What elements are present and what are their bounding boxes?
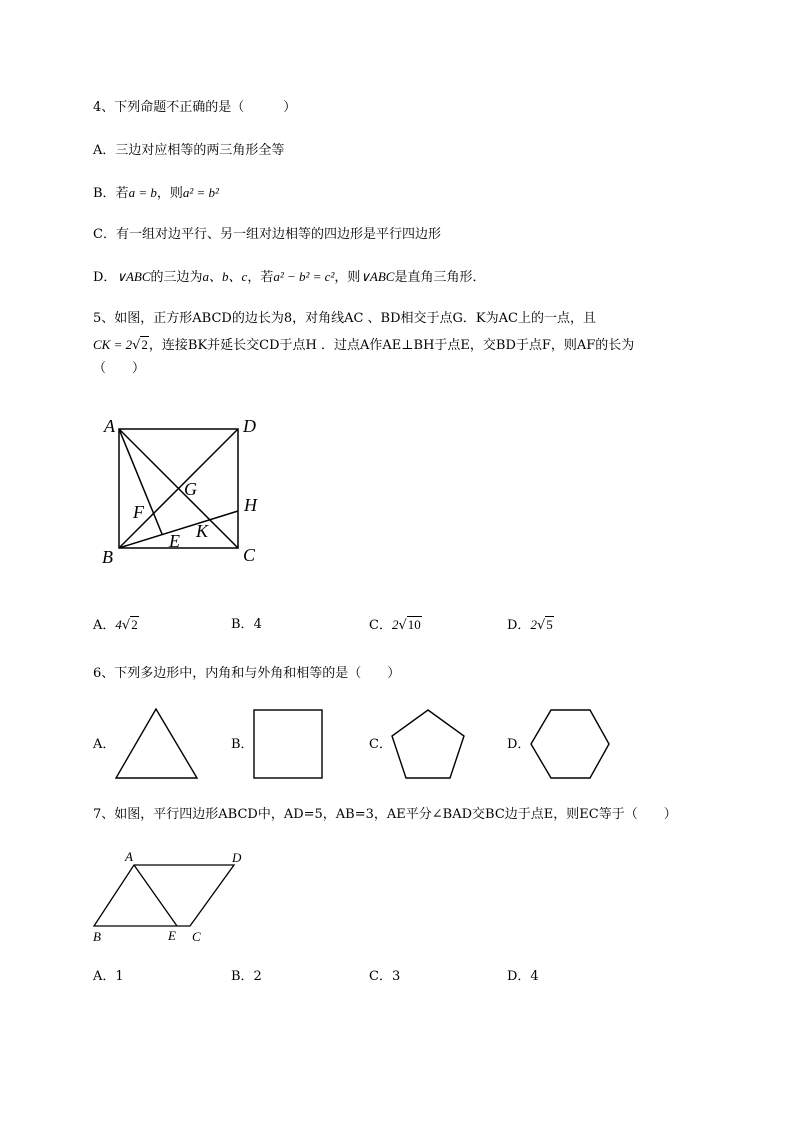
q7-stem: 7、如图，平行四边形ABCD中，AD=5，AB=3，AE平分∠BAD交BC边于点E，则EC等于（ ） [93,807,677,822]
label-e: E [168,928,176,943]
q4-d-triangle2: ∨ABC [360,269,395,284]
q6-stem: 6、下列多边形中，内角和与外角和相等的是（ ） [93,666,401,681]
q5-stem-line3: （ ） [93,361,146,376]
q7-parallelogram-figure [88,845,248,945]
q4-b-prefix: B．若 [93,186,129,201]
label-f: F [133,502,144,522]
hexagon-shape [527,705,613,783]
q6-option-c-label: C． [369,737,392,752]
q7-option-b: B．2 [231,969,262,984]
q4-b-result: a² = b² [182,185,219,200]
q5-stem-line2: CK = 2√2，连接BK并延长交CD于点H ．过点A作AE⊥BH于点E，交BD于点F，则AF的长为 [93,337,635,353]
square-shape [250,706,326,782]
q7-option-c: C．3 [369,969,401,984]
label-g: G [184,479,197,499]
label-a: A [104,416,115,436]
label-b: B [102,547,113,567]
q5-square-figure [95,410,275,570]
q4-d-triangle: ∨ABC [116,269,151,284]
q4-stem: 4、下列命题不正确的是（ ） [93,100,297,115]
label-k: K [196,521,209,541]
q4-d-equation: a² − b² = c² [273,269,335,284]
label-e: E [169,531,180,551]
q5-ck-radicand: 2 [141,337,148,352]
q6-option-b-label: B． [231,737,254,752]
q4-b-condition: a = b [128,185,157,200]
parallelogram-abcd [94,865,234,926]
q5-option-a: A．4√2 [93,617,138,633]
q6-option-d-label: D． [507,737,531,752]
q4-d-text3: ，则 [334,270,361,285]
label-a: A [125,849,133,864]
q5-option-c: C．2√10 [369,617,421,633]
q4-d-sides: a、b、c [202,269,248,284]
q7-option-d: D．4 [507,969,539,984]
q4-d-end: 是直角三角形． [394,270,486,285]
label-h: H [244,495,257,515]
q5-option-b: B．4 [231,617,262,632]
q6-option-a-label: A． [93,737,116,752]
label-c: C [243,545,256,565]
label-c: C [192,929,201,944]
pentagon-shape [388,705,468,783]
q5-option-d: D．2√5 [507,617,553,633]
q4-b-mid: ，则 [156,186,183,201]
q5-ck-expr: CK = 2 [93,337,133,352]
q5-stem-rest: ，连接BK并延长交CD于点H ．过点A作AE⊥BH于点E，交BD于点F，则AF的长为 [148,338,635,353]
q4-option-a: A．三边对应相等的两三角形全等 [93,143,285,158]
q4-d-prefix: D． [93,270,117,285]
q4-option-c: C．有一组对边平行、另一组对边相等的四边形是平行四边形 [93,227,441,242]
bisector-ae [134,865,177,926]
q4-option-d [93,268,485,287]
q4-d-text1: 的三边为 [150,270,203,285]
q4-d-text2: ，若 [247,270,274,285]
q4-option-b [93,184,219,203]
label-d: D [243,416,256,436]
label-b: B [93,929,101,944]
q7-option-a: A．1 [93,969,124,984]
label-d: D [232,850,242,865]
q5-stem-line1: 5、如图，正方形ABCD的边长为8，对角线AC 、BD相交于点G．K为AC上的一点，且 [93,311,596,326]
triangle-shape [112,705,202,783]
